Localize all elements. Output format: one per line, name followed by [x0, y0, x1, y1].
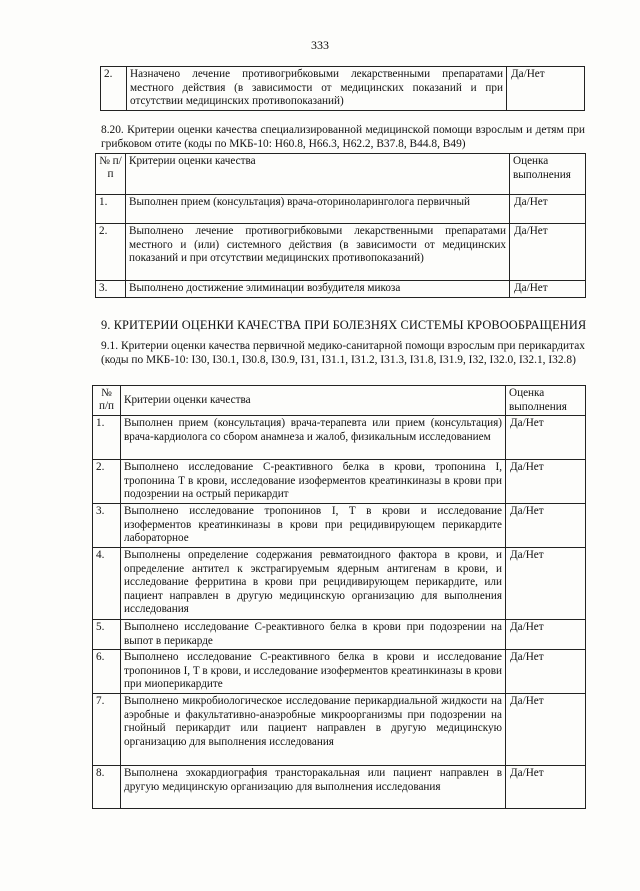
row-number: 3. — [93, 504, 121, 548]
evaluation-value: Да/Нет — [506, 766, 586, 809]
row-number: 2. — [101, 67, 127, 111]
table-row — [93, 416, 586, 460]
criteria-text: Назначено лечение противогрибковыми лекарственными препаратами местного действия (в зависимости от медицинских показаний и при отсутствии медицинских противопоказаний) — [127, 67, 507, 111]
evaluation-value: Да/Нет — [506, 694, 586, 766]
evaluation-value: Да/Нет — [510, 224, 586, 281]
criteria-text: Выполнено исследование С-реактивного белка в крови, тропонина I, тропонина T в крови, исследование изоферментов креатинкиназы в крови при подозрении на острый перикардит — [121, 460, 506, 504]
evaluation-value: Да/Нет — [506, 619, 586, 649]
table-row — [93, 650, 586, 694]
table-row — [93, 547, 586, 619]
row-number: 1. — [93, 416, 121, 460]
table-header-row — [93, 386, 586, 416]
evaluation-value: Да/Нет — [506, 460, 586, 504]
evaluation-value: Да/Нет — [506, 504, 586, 548]
column-header-criteria: Критерии оценки качества — [126, 154, 510, 195]
row-number: 2. — [93, 460, 121, 504]
row-number: 5. — [93, 619, 121, 649]
column-header-number: № п/п — [96, 154, 126, 195]
criteria-text: Выполнено лечение противогрибковыми лекарственными препаратами местного и (или) системного действия (в зависимости от медицинских показаний и при отсутствии медицинских противопоказаний) — [126, 224, 510, 281]
criteria-text: Выполнен прием (консультация) врача-терапевта или прием (консультация) врача-кардиолога со сбором анамнеза и жалоб, физикальным исследованием — [121, 416, 506, 460]
evaluation-value: Да/Нет — [510, 195, 586, 224]
evaluation-value: Да/Нет — [510, 281, 586, 298]
table-row — [93, 460, 586, 504]
column-header-criteria: Критерии оценки качества — [121, 386, 506, 416]
criteria-text: Выполнено исследование С-реактивного белка в крови и исследование тропонинов I, T в крови, и исследование изоферментов креатинкиназы в крови при миоперикардите — [121, 650, 506, 694]
table-8-20 — [95, 153, 586, 298]
criteria-text: Выполнена эхокардиография трансторакальная или пациент направлен в другую медицинскую организацию для выполнения исследования — [121, 766, 506, 809]
table-row — [96, 281, 586, 298]
table-row — [93, 694, 586, 766]
column-header-number: № п/п — [93, 386, 121, 416]
row-number: 1. — [96, 195, 126, 224]
row-number: 3. — [96, 281, 126, 298]
table-row — [96, 224, 586, 281]
section-8-20-caption: 8.20. Критерии оценки качества специализированной медицинской помощи взрослым и детям при грибковом отите (коды по МКБ-10: H60.8, H66.3, H62.2, B37.8, B44.8, B49) — [101, 124, 585, 150]
table-row — [101, 67, 585, 111]
column-header-evaluation: Оценка выполнения — [506, 386, 586, 416]
table-row — [93, 766, 586, 809]
section-9-heading: 9. КРИТЕРИИ ОЦЕНКИ КАЧЕСТВА ПРИ БОЛЕЗНЯХ СИСТЕМЫ КРОВООБРАЩЕНИЯ — [101, 318, 587, 332]
page-number: 333 — [311, 38, 329, 52]
criteria-text: Выполнено микробиологическое исследование перикардиальной жидкости на аэробные и факультативно-анаэробные микроорганизмы при подозрении на гнойный перикардит или пациент направлен в другую медицинскую организацию для выполнения исследования — [121, 694, 506, 766]
row-number: 7. — [93, 694, 121, 766]
row-number: 8. — [93, 766, 121, 809]
criteria-text: Выполнено достижение элиминации возбудителя микоза — [126, 281, 510, 298]
table-row — [93, 504, 586, 548]
evaluation-value: Да/Нет — [507, 67, 585, 111]
row-number: 6. — [93, 650, 121, 694]
row-number: 4. — [93, 547, 121, 619]
evaluation-value: Да/Нет — [506, 547, 586, 619]
table-continuation — [100, 66, 585, 111]
criteria-text: Выполнен прием (консультация) врача-оториноларинголога первичный — [126, 195, 510, 224]
table-row — [96, 195, 586, 224]
table-header-row — [96, 154, 586, 195]
table-9-1 — [92, 385, 586, 809]
criteria-text: Выполнено исследование С-реактивного белка в крови при подозрении на выпот в перикарде — [121, 619, 506, 649]
evaluation-value: Да/Нет — [506, 416, 586, 460]
criteria-text: Выполнено исследование тропонинов I, T в крови и исследование изоферментов креатинкиназы в крови при рецидивирующем перикардите лабораторное — [121, 504, 506, 548]
evaluation-value: Да/Нет — [506, 650, 586, 694]
section-9-1-caption: 9.1. Критерии оценки качества первичной медико-санитарной помощи взрослым при перикардитах (коды по МКБ-10: I30, I30.1, I30.8, I30.9, I31, I31.1, I31.2, I31.3, I31.8, I31.9, I32, I32.0, I32.1, I32.8) — [101, 340, 585, 366]
criteria-text: Выполнены определение содержания ревматоидного фактора в крови, и определение антител к экстрагируемым ядерным антигенам в крови, и исследование ферритина в крови при рецидивирующем перикардите, или пациент направлен в другую медицинскую организацию для выполнения исследования — [121, 547, 506, 619]
table-row — [93, 619, 586, 649]
row-number: 2. — [96, 224, 126, 281]
column-header-evaluation: Оценка выполнения — [510, 154, 586, 195]
